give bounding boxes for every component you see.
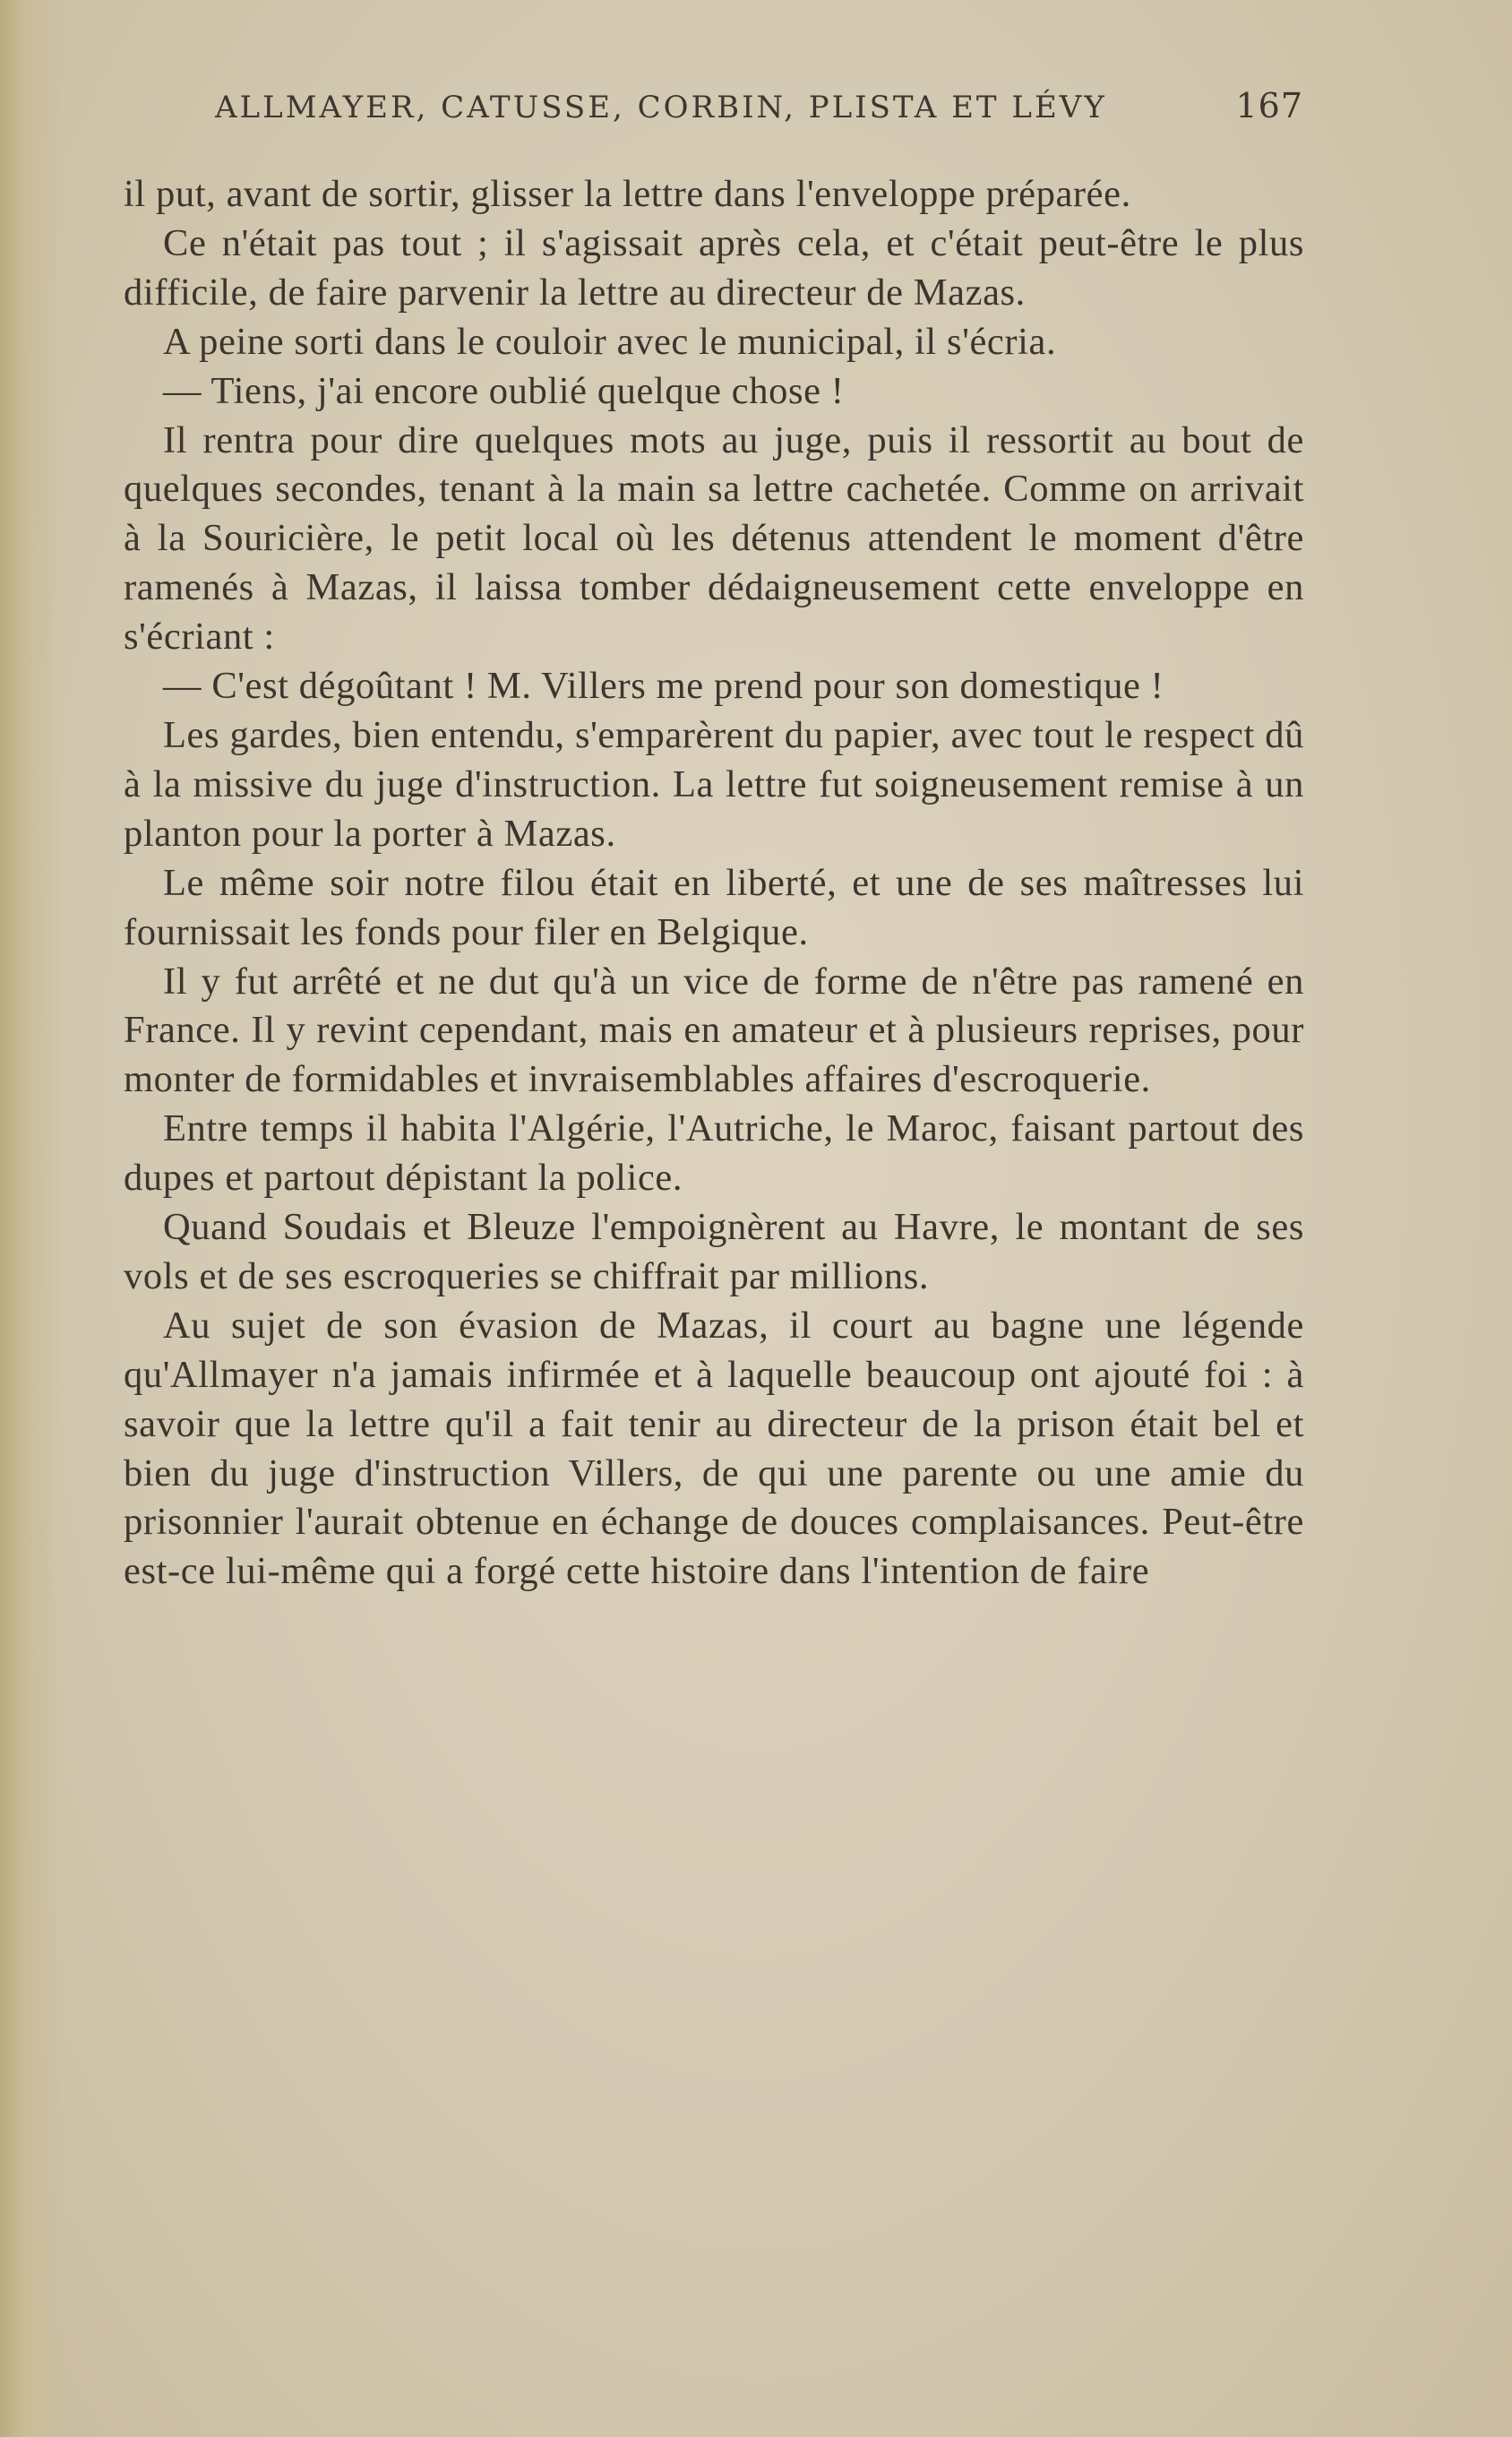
paragraph: Il rentra pour dire quelques mots au juge, puis il ressortit au bout de quelques secondes, tenant à la main sa lettre cachetée. Comme on arrivait à la Souricière, le petit local où les détenus attendent le moment d'être ramenés à Mazas, il laissa tomber dédaigneusement cette enveloppe en s'écriant :: [124, 418, 1304, 659]
page-spine-shadow: [0, 0, 63, 2437]
paragraph: il put, avant de sortir, glisser la lettre dans l'enveloppe préparée.: [124, 173, 1131, 215]
body-text: [124, 170, 1304, 1597]
paragraph: Le même soir notre filou était en liberté, et une de ses maîtresses lui fournissait les fonds pour filer en Belgique.: [124, 861, 1304, 953]
paragraph: — Tiens, j'ai encore oublié quelque chose !: [163, 369, 845, 412]
paragraph: Quand Soudais et Bleuze l'empoignèrent au Havre, le montant de ses vols et de ses escroqueries se chiffrait par millions.: [124, 1206, 1304, 1297]
running-header: [215, 82, 1303, 136]
paragraph: A peine sorti dans le couloir avec le municipal, il s'écria.: [163, 320, 1057, 363]
paragraph: Au sujet de son évasion de Mazas, il court au bagne une légende qu'Allmayer n'a jamais infirmée et à laquelle beaucoup ont ajouté foi : à savoir que la lettre qu'il a fait tenir au directeur de la prison était bel et bien du juge d'instruction Villers, de qui une parente ou une amie du prisonnier l'aurait obtenue en échange de douces complaisances. Peut-être est-ce lui-même qui a forgé cette histoire dans l'intention de faire: [124, 1304, 1304, 1593]
paragraph: Les gardes, bien entendu, s'emparèrent du papier, avec tout le respect dû à la missive du juge d'instruction. La lettre fut soigneusement remise à un planton pour la porter à Mazas.: [124, 713, 1304, 855]
paragraph: Entre temps il habita l'Algérie, l'Autriche, le Maroc, faisant partout des dupes et partout dépistant la police.: [124, 1107, 1304, 1200]
paragraph: Ce n'était pas tout ; il s'agissait après cela, et c'était peut-être le plus difficile, de faire parvenir la lettre au directeur de Mazas.: [124, 221, 1304, 314]
page-number: 167: [1235, 86, 1303, 125]
paragraph: — C'est dégoûtant ! M. Villers me prend pour son domestique !: [163, 665, 1164, 708]
running-title: ALLMAYER, CATUSSE, CORBIN, PLISTA ET LÉVY: [215, 90, 1107, 125]
paragraph: Il y fut arrêté et ne dut qu'à un vice de forme de n'être pas ramené en France. Il y revint cependant, mais en amateur et à plusieurs reprises, pour monter de formidables et invraisemblables affaires d'escroquerie.: [124, 960, 1304, 1101]
